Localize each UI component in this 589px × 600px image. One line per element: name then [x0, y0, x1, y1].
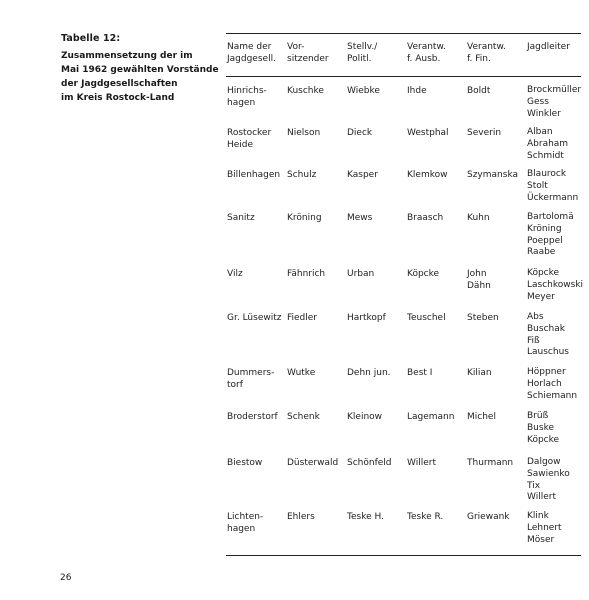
- cell-line: Möser: [527, 534, 555, 545]
- table-label: Tabelle 12:: [61, 33, 121, 44]
- cell-line: Sanitz: [227, 213, 255, 223]
- cell-line: Stolt: [527, 180, 548, 191]
- cell-name: [227, 511, 263, 535]
- cell-line: Brockmüller: [527, 85, 582, 95]
- cell-line: Willert: [527, 492, 556, 503]
- cell-line: Buschak: [527, 323, 565, 334]
- cell-fin: [467, 457, 513, 469]
- cell-line: John: [467, 269, 487, 279]
- cell-line: Biestow: [227, 458, 263, 468]
- cell-vorsitzender: Kröning: [287, 213, 322, 223]
- cell-line: Winkler: [527, 108, 561, 119]
- header-line: Verantw.: [407, 42, 446, 52]
- cell-line: Kröning: [527, 223, 562, 234]
- header-line: f. Fin.: [467, 54, 491, 64]
- cell-ausb: Westphal: [407, 128, 449, 138]
- cell-line: Lehnert: [527, 522, 562, 533]
- cell-vorsitzender: Schulz: [287, 170, 317, 180]
- caption-line: der Jagdgesellschaften: [61, 79, 178, 89]
- cell-line: Klink: [527, 511, 549, 521]
- cell-vorsitzender: Nielson: [287, 128, 321, 138]
- cell-jagdleiter: [527, 312, 569, 359]
- header-name: [227, 41, 276, 65]
- table-caption: [61, 49, 219, 105]
- header-jagdleiter: [527, 41, 570, 53]
- cell-line: Broderstorf: [227, 412, 278, 422]
- cell-ausb: Best I: [407, 368, 433, 378]
- cell-name: [227, 212, 255, 224]
- cell-line: Ückermann: [527, 192, 579, 203]
- cell-fin: [467, 169, 518, 181]
- table-header-rule: [226, 76, 581, 77]
- cell-line: Severin: [467, 128, 502, 138]
- cell-line: Köpcke: [527, 434, 560, 445]
- cell-line: Höppner: [527, 367, 566, 377]
- cell-ausb: Teske R.: [407, 512, 444, 522]
- cell-name: [227, 85, 267, 109]
- header-line: f. Ausb.: [407, 54, 441, 64]
- cell-line: Kilian: [467, 368, 492, 378]
- cell-ausb: Klemkow: [407, 170, 448, 180]
- header-line: Jagdleiter: [527, 42, 570, 52]
- cell-vorsitzender: Wutke: [287, 368, 316, 378]
- cell-line: Abraham: [527, 138, 569, 149]
- cell-stellv: Dieck: [347, 128, 373, 138]
- cell-line: Abs: [527, 312, 544, 322]
- cell-line: Thurmann: [467, 458, 514, 468]
- header-line: Politl.: [347, 54, 372, 64]
- header-fin: [467, 41, 506, 65]
- cell-line: Raabe: [527, 247, 556, 258]
- cell-vorsitzender: Ehlers: [287, 512, 315, 522]
- cell-vorsitzender: Schenk: [287, 412, 320, 422]
- cell-line: Griewank: [467, 512, 510, 522]
- cell-stellv: Wiebke: [347, 86, 380, 96]
- cell-vorsitzender: Düsterwald: [287, 458, 339, 468]
- cell-line: Dähn: [467, 281, 491, 291]
- cell-line: Steben: [467, 313, 499, 323]
- cell-line: Schmidt: [527, 150, 564, 161]
- cell-fin: [467, 268, 491, 292]
- cell-jagdleiter: [527, 169, 578, 204]
- cell-fin: [467, 85, 490, 97]
- cell-line: Schiemann: [527, 390, 578, 401]
- cell-stellv: Kasper: [347, 170, 378, 180]
- cell-jagdleiter: [527, 511, 562, 546]
- cell-jagdleiter: [527, 212, 574, 259]
- cell-line: Horlach: [527, 378, 562, 389]
- cell-line: hagen: [227, 524, 256, 534]
- cell-line: Buske: [527, 422, 554, 433]
- cell-name: [227, 127, 271, 151]
- cell-line: Rostocker: [227, 128, 272, 138]
- header-line: Name der: [227, 42, 272, 52]
- table-top-rule: [226, 33, 581, 34]
- header-stellv: [347, 41, 377, 65]
- header-vorsitzender: [287, 41, 329, 65]
- cell-jagdleiter: [527, 127, 568, 162]
- cell-stellv: Kleinow: [347, 412, 383, 422]
- cell-jagdleiter: [527, 367, 577, 402]
- cell-line: Lauschus: [527, 347, 569, 358]
- cell-line: Heide: [227, 140, 254, 150]
- page-number: 26: [60, 573, 72, 583]
- cell-name: [227, 268, 243, 280]
- cell-vorsitzender: Fiedler: [287, 313, 318, 323]
- cell-line: Boldt: [467, 86, 491, 96]
- cell-jagdleiter: [527, 411, 559, 446]
- cell-fin: [467, 511, 510, 523]
- cell-name: [227, 367, 274, 391]
- cell-line: Alban: [527, 127, 553, 137]
- header-line: sitzender: [287, 54, 329, 64]
- cell-line: Gr. Lüsewitz: [227, 313, 282, 323]
- cell-line: Szymanska: [467, 170, 519, 180]
- cell-jagdleiter: [527, 268, 583, 303]
- cell-stellv: Mews: [347, 213, 373, 223]
- cell-ausb: Willert: [407, 458, 436, 468]
- cell-line: Dalgow: [527, 457, 561, 467]
- header-line: Verantw.: [467, 42, 506, 52]
- cell-fin: [467, 367, 492, 379]
- cell-name: [227, 411, 278, 423]
- cell-stellv: Urban: [347, 269, 375, 279]
- cell-line: Blaurock: [527, 169, 567, 179]
- cell-ausb: Braasch: [407, 213, 444, 223]
- cell-vorsitzender: Fähnrich: [287, 269, 326, 279]
- cell-line: Billenhagen: [227, 170, 281, 180]
- table-bottom-rule: [226, 555, 581, 556]
- cell-line: Hinrichs-: [227, 86, 267, 96]
- cell-stellv: Teske H.: [347, 512, 384, 522]
- header-line: Jagdgesell.: [227, 54, 276, 64]
- cell-line: Tix: [527, 480, 541, 491]
- cell-name: [227, 312, 281, 324]
- cell-line: torf: [227, 380, 243, 390]
- cell-jagdleiter: [527, 85, 581, 120]
- header-line: Stellv./: [347, 42, 378, 52]
- cell-line: Kuhn: [467, 213, 490, 223]
- cell-line: Laschkowski: [527, 279, 584, 290]
- cell-fin: [467, 411, 496, 423]
- cell-vorsitzender: Kuschke: [287, 86, 324, 96]
- cell-ausb: Teuschel: [407, 313, 446, 323]
- cell-stellv: Schönfeld: [347, 458, 392, 468]
- cell-line: Poeppel: [527, 235, 563, 246]
- cell-jagdleiter: [527, 457, 570, 504]
- cell-fin: [467, 212, 490, 224]
- cell-line: Bartolomä: [527, 212, 574, 222]
- cell-line: Vilz: [227, 269, 243, 279]
- header-line: Vor-: [287, 42, 305, 52]
- cell-line: Köpcke: [527, 268, 560, 278]
- cell-line: Fiß: [527, 335, 540, 346]
- cell-ausb: Lagemann: [407, 412, 455, 422]
- cell-ausb: Ihde: [407, 86, 427, 96]
- cell-line: Michel: [467, 412, 496, 422]
- cell-line: hagen: [227, 98, 256, 108]
- cell-name: [227, 169, 280, 181]
- cell-line: Brüß: [527, 411, 549, 421]
- cell-name: [227, 457, 262, 469]
- cell-line: Lichten-: [227, 512, 264, 522]
- header-ausb: [407, 41, 446, 65]
- cell-fin: [467, 127, 501, 139]
- cell-stellv: Dehn jun.: [347, 368, 391, 378]
- cell-line: Dummers-: [227, 368, 275, 378]
- cell-line: Sawienko: [527, 468, 570, 479]
- cell-fin: [467, 312, 499, 324]
- caption-line: Zusammensetzung der im: [61, 51, 193, 61]
- caption-line: im Kreis Rostock-Land: [61, 93, 175, 103]
- cell-line: Meyer: [527, 291, 555, 302]
- cell-stellv: Hartkopf: [347, 313, 386, 323]
- cell-ausb: Köpcke: [407, 269, 440, 279]
- cell-line: Gess: [527, 96, 549, 107]
- caption-line: Mai 1962 gewählten Vorstände: [61, 65, 219, 75]
